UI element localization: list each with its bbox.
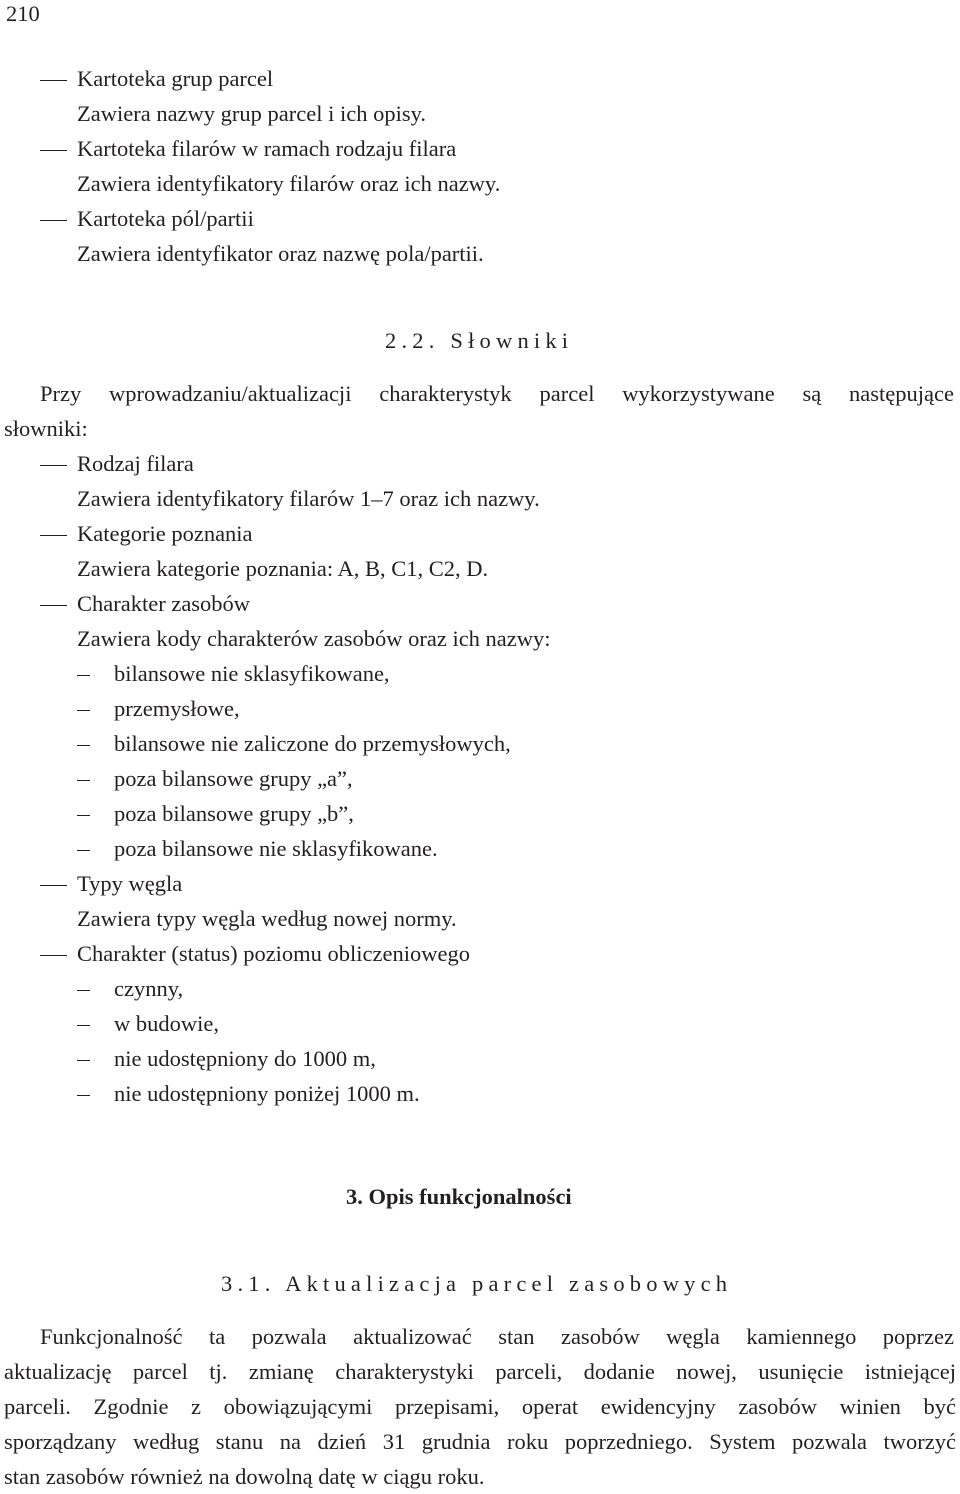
sublist-item: poza bilansowe grupy „b”, (114, 801, 354, 826)
list-item-desc: Zawiera identyfikatory filarów 1–7 oraz ich nazwy. (77, 486, 540, 511)
sublist-item: bilansowe nie sklasyfikowane, (114, 661, 390, 686)
sublist-item: poza bilansowe nie sklasyfikowane. (114, 836, 438, 861)
paragraph-line: Funkcjonalność ta pozwala aktualizować stan zasobów węgla kamiennego poprzez (40, 1324, 954, 1349)
sublist-dash (77, 850, 90, 851)
sublist-dash (77, 710, 90, 711)
list-item-desc: Zawiera nazwy grup parcel i ich opisy. (77, 101, 427, 126)
sublist-item: w budowie, (114, 1011, 219, 1036)
paragraph-line: sporządzany według stanu na dzień 31 grudnia roku poprzedniego. System pozwala tworzyć (4, 1429, 956, 1454)
list-item-title: Charakter zasobów (77, 591, 251, 616)
sublist-item: nie udostępniony do 1000 m, (114, 1046, 376, 1071)
sublist-dash (77, 675, 90, 676)
section-heading-3-1: 3.1. Aktualizacja parcel zasobowych (221, 1271, 733, 1296)
list-item-title: Kartoteka pól/partii (77, 206, 254, 231)
list-dash (40, 605, 67, 606)
list-dash (40, 220, 67, 221)
paragraph-line: stan zasobów również na dowolną datę w ciągu roku. (4, 1464, 485, 1489)
section-heading-3: 3. Opis funkcjonalności (346, 1184, 572, 1209)
list-dash (40, 885, 67, 886)
paragraph-line: parceli. Zgodnie z obowiązującymi przepisami, operat ewidencyjny zasobów winien być (4, 1394, 956, 1419)
list-dash (40, 535, 67, 536)
list-dash (40, 150, 67, 151)
section-heading-2-2: 2.2. Słowniki (385, 328, 574, 353)
list-item-title: Kategorie poznania (77, 521, 253, 546)
sublist-dash (77, 1060, 90, 1061)
list-dash (40, 465, 67, 466)
sublist-item: nie udostępniony poniżej 1000 m. (114, 1081, 420, 1106)
sublist-item: poza bilansowe grupy „a”, (114, 766, 353, 791)
list-dash (40, 955, 67, 956)
sublist-dash (77, 1025, 90, 1026)
list-item-desc: Zawiera identyfikator oraz nazwę pola/partii. (77, 241, 484, 266)
list-item-desc: Zawiera typy węgla według nowej normy. (77, 906, 457, 931)
list-dash (40, 80, 67, 81)
list-item-title: Typy węgla (77, 871, 183, 896)
sublist-dash (77, 990, 90, 991)
sublist-dash (77, 745, 90, 746)
page-number: 210 (6, 1, 40, 26)
sublist-item: bilansowe nie zaliczone do przemysłowych, (114, 731, 511, 756)
sublist-dash (77, 815, 90, 816)
sublist-item: przemysłowe, (114, 696, 240, 721)
list-item-title: Kartoteka grup parcel (77, 66, 274, 91)
sublist-dash (77, 1095, 90, 1096)
sublist-item: czynny, (114, 976, 184, 1001)
list-item-desc: Zawiera identyfikatory filarów oraz ich nazwy. (77, 171, 501, 196)
section-2-2-intro-line-1: Przy wprowadzaniu/aktualizacji charakterystyk parcel wykorzystywane są następujące (40, 381, 954, 406)
section-2-2-intro-line-2: słowniki: (4, 416, 88, 441)
list-item-title: Charakter (status) poziomu obliczeniowego (77, 941, 471, 966)
sublist-dash (77, 780, 90, 781)
list-item-desc: Zawiera kody charakterów zasobów oraz ich nazwy: (77, 626, 551, 651)
paragraph-line: aktualizację parcel tj. zmianę charakterystyki parceli, dodanie nowej, usunięcie istniejącej (4, 1359, 956, 1384)
list-item-desc: Zawiera kategorie poznania: A, B, C1, C2, D. (77, 556, 489, 581)
list-item-title: Rodzaj filara (77, 451, 194, 476)
list-item-title: Kartoteka filarów w ramach rodzaju filara (77, 136, 457, 161)
